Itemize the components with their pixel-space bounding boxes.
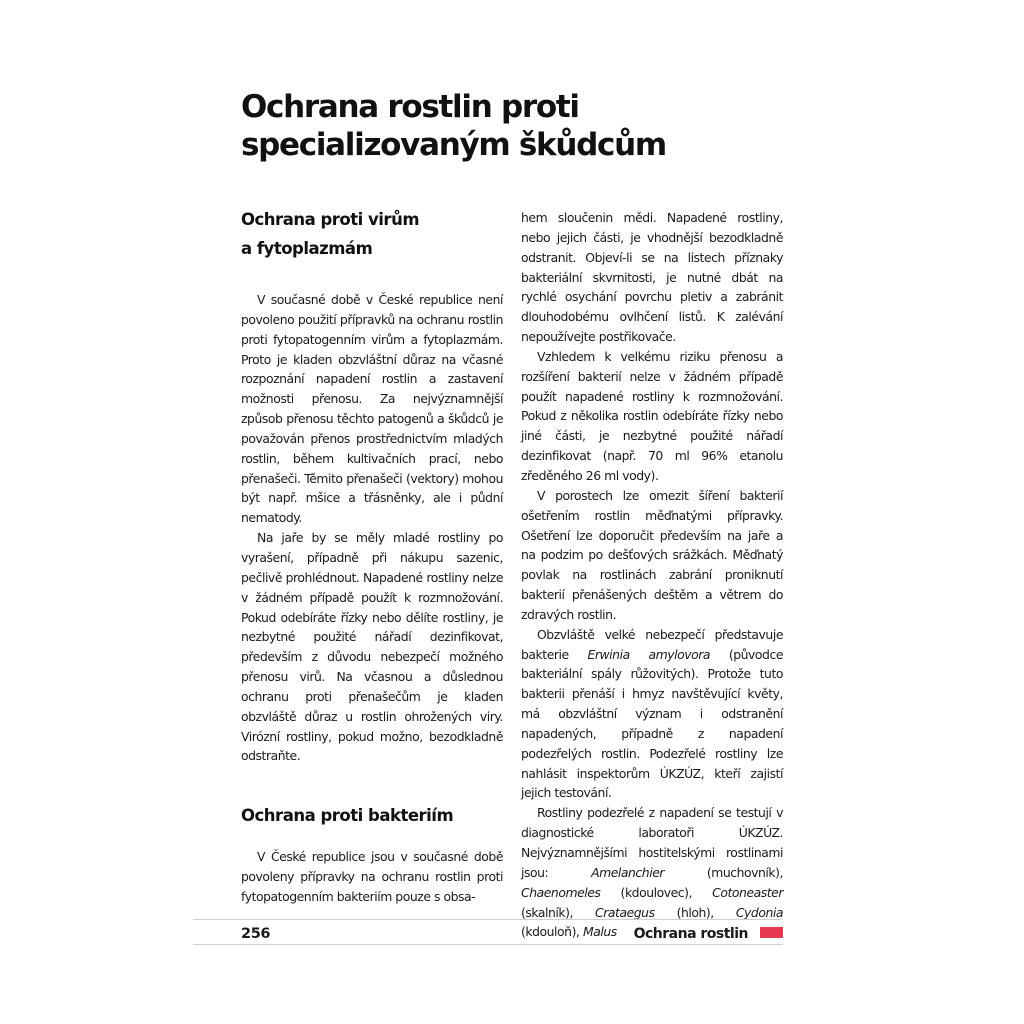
paragraph-bacteria-2: hem sloučenin mědi. Napadené rostliny, nebo jejich části, je vhodnější bezodkladně odstranit. Objeví-li se na listech příznaky bakteriální skvrnitosti, je nutné dbát na rychlé osychání povrchu pletiv a zabránit dlouhodobému ovlhčení listů. K zalévání nepoužívejte postřikovače. xyxy=(521,210,783,345)
paragraph-hosts xyxy=(521,803,783,942)
chaenomeles-cz: (kdoulovec), xyxy=(600,884,713,900)
page-title: Ochrana rostlin proti specializovaným škůdcům xyxy=(241,89,666,163)
paragraph-viruses-1: V současné době v České republice není povoleno použití přípravků na ochranu rostlin proti fytopatogenním virům a fytoplazmám. Proto je kladen obzvláštní důraz na včasné rozpoznání napadení rostlin a zastavení možnosti přenosu. Za nejvýznamnější způsob přenosu těchto patogenů a škůdců je považován přenos prostřednictvím mladých rostlin, během kultivačních prací, nebo přenašeči. Těmito přenašeči (vektory) mohou být např. mšice a třásněnky, ale i půdní nematody. xyxy=(241,292,503,526)
species-erwinia: Erwinia amylovora xyxy=(587,646,711,662)
cotoneaster-cz: (skalník), xyxy=(521,904,596,920)
paragraph-bacteria-4: V porostech lze omezit šíření bakterií ošetřením rostlin měďnatými přípravky. Ošetření lze doporučit především na jaře a na podzim po dešťových srážkách. Měďnatý povlak na rostlinách zabrání proniknutí bakterií přenášených deštěm a větrem do zdravých rostlin. xyxy=(521,487,783,622)
paragraph-viruses-2: Na jaře by se měly mladé rostliny po vyrašení, případně při nákupu sazenic, pečlivě prohlédnout. Napadené rostliny nelze v žádném případě použít k rozmnožování. Pokud odebíráte řízky nebo dělíte rostliny, je nezbytné použité nářadí dezinfikovat, především z důvodu nebezpečí možného přenosu virů. Na včasnou a důslednou ochranu proti přenašečům je kladen obzvláště důraz u rostlin ohrožených viry. Virózní rostliny, pokud možno, bezodkladně odstraňte. xyxy=(241,530,503,764)
species-amelanchier: Amelanchier xyxy=(591,864,665,880)
section-color-marker xyxy=(760,927,783,938)
footer-rule-bottom xyxy=(193,944,783,945)
left-column xyxy=(241,205,503,907)
heading-viruses: Ochrana proti virům a fytoplazmám xyxy=(241,210,420,258)
amelanchier-cz: (muchovník), xyxy=(664,864,784,880)
hosts-text: Rostliny podezřelé z napadení se testují v diagnostické laboratoři ÚKZÚZ. Nejvýznamnějšími hostitelskými rostlinami jsou: xyxy=(521,805,783,880)
paragraph-bacteria-3: Vzhledem k velkému riziku přenosu a rozšíření bakterií nelze v žádném případě použít napadené rostliny k rozmnožování. Pokud z několika rostlin odebíráte řízky nebo jiné části, je nezbytné použité nářadí dezinfikovat (např. 70 ml 96% etanolu zředěného 26 ml vody). xyxy=(521,348,783,483)
species-crataegus: Crataegus xyxy=(595,904,655,920)
footer-section-name: Ochrana rostlin xyxy=(633,926,748,942)
erwinia-text-a: Obzvláště velké nebezpečí představuje bakterie xyxy=(521,626,783,662)
paragraph-erwinia xyxy=(521,625,783,804)
paragraph-bacteria-1: V České republice jsou v současné době povoleny přípravky na ochranu rostlin proti fytopatogenním bakteriím pouze s obsa- xyxy=(241,849,503,904)
crataegus-cz: (hloh), xyxy=(654,904,736,920)
footer-rule-top xyxy=(193,919,783,920)
cydonia-cz: (kdouloň), xyxy=(521,924,583,940)
species-chaenomeles: Chaenomeles xyxy=(521,884,601,900)
page-number: 256 xyxy=(241,926,271,942)
erwinia-text-b: (původce bakteriální spály růžovitých). Protože tuto bakterii přenáší i hmyz navštěvující květy, má obzvláštní význam i odstranění napadených, případně z napadení podezřelých rostlin. Podezřelé rostliny lze nahlásit inspektorům ÚKZÚZ, kteří zajistí jejich testování. xyxy=(521,646,784,801)
right-column xyxy=(521,208,783,942)
species-malus: Malus xyxy=(582,924,617,940)
species-cydonia: Cydonia xyxy=(735,904,783,920)
species-cotoneaster: Cotoneaster xyxy=(712,884,783,900)
heading-bacteria: Ochrana proti bakteriím xyxy=(241,806,454,826)
